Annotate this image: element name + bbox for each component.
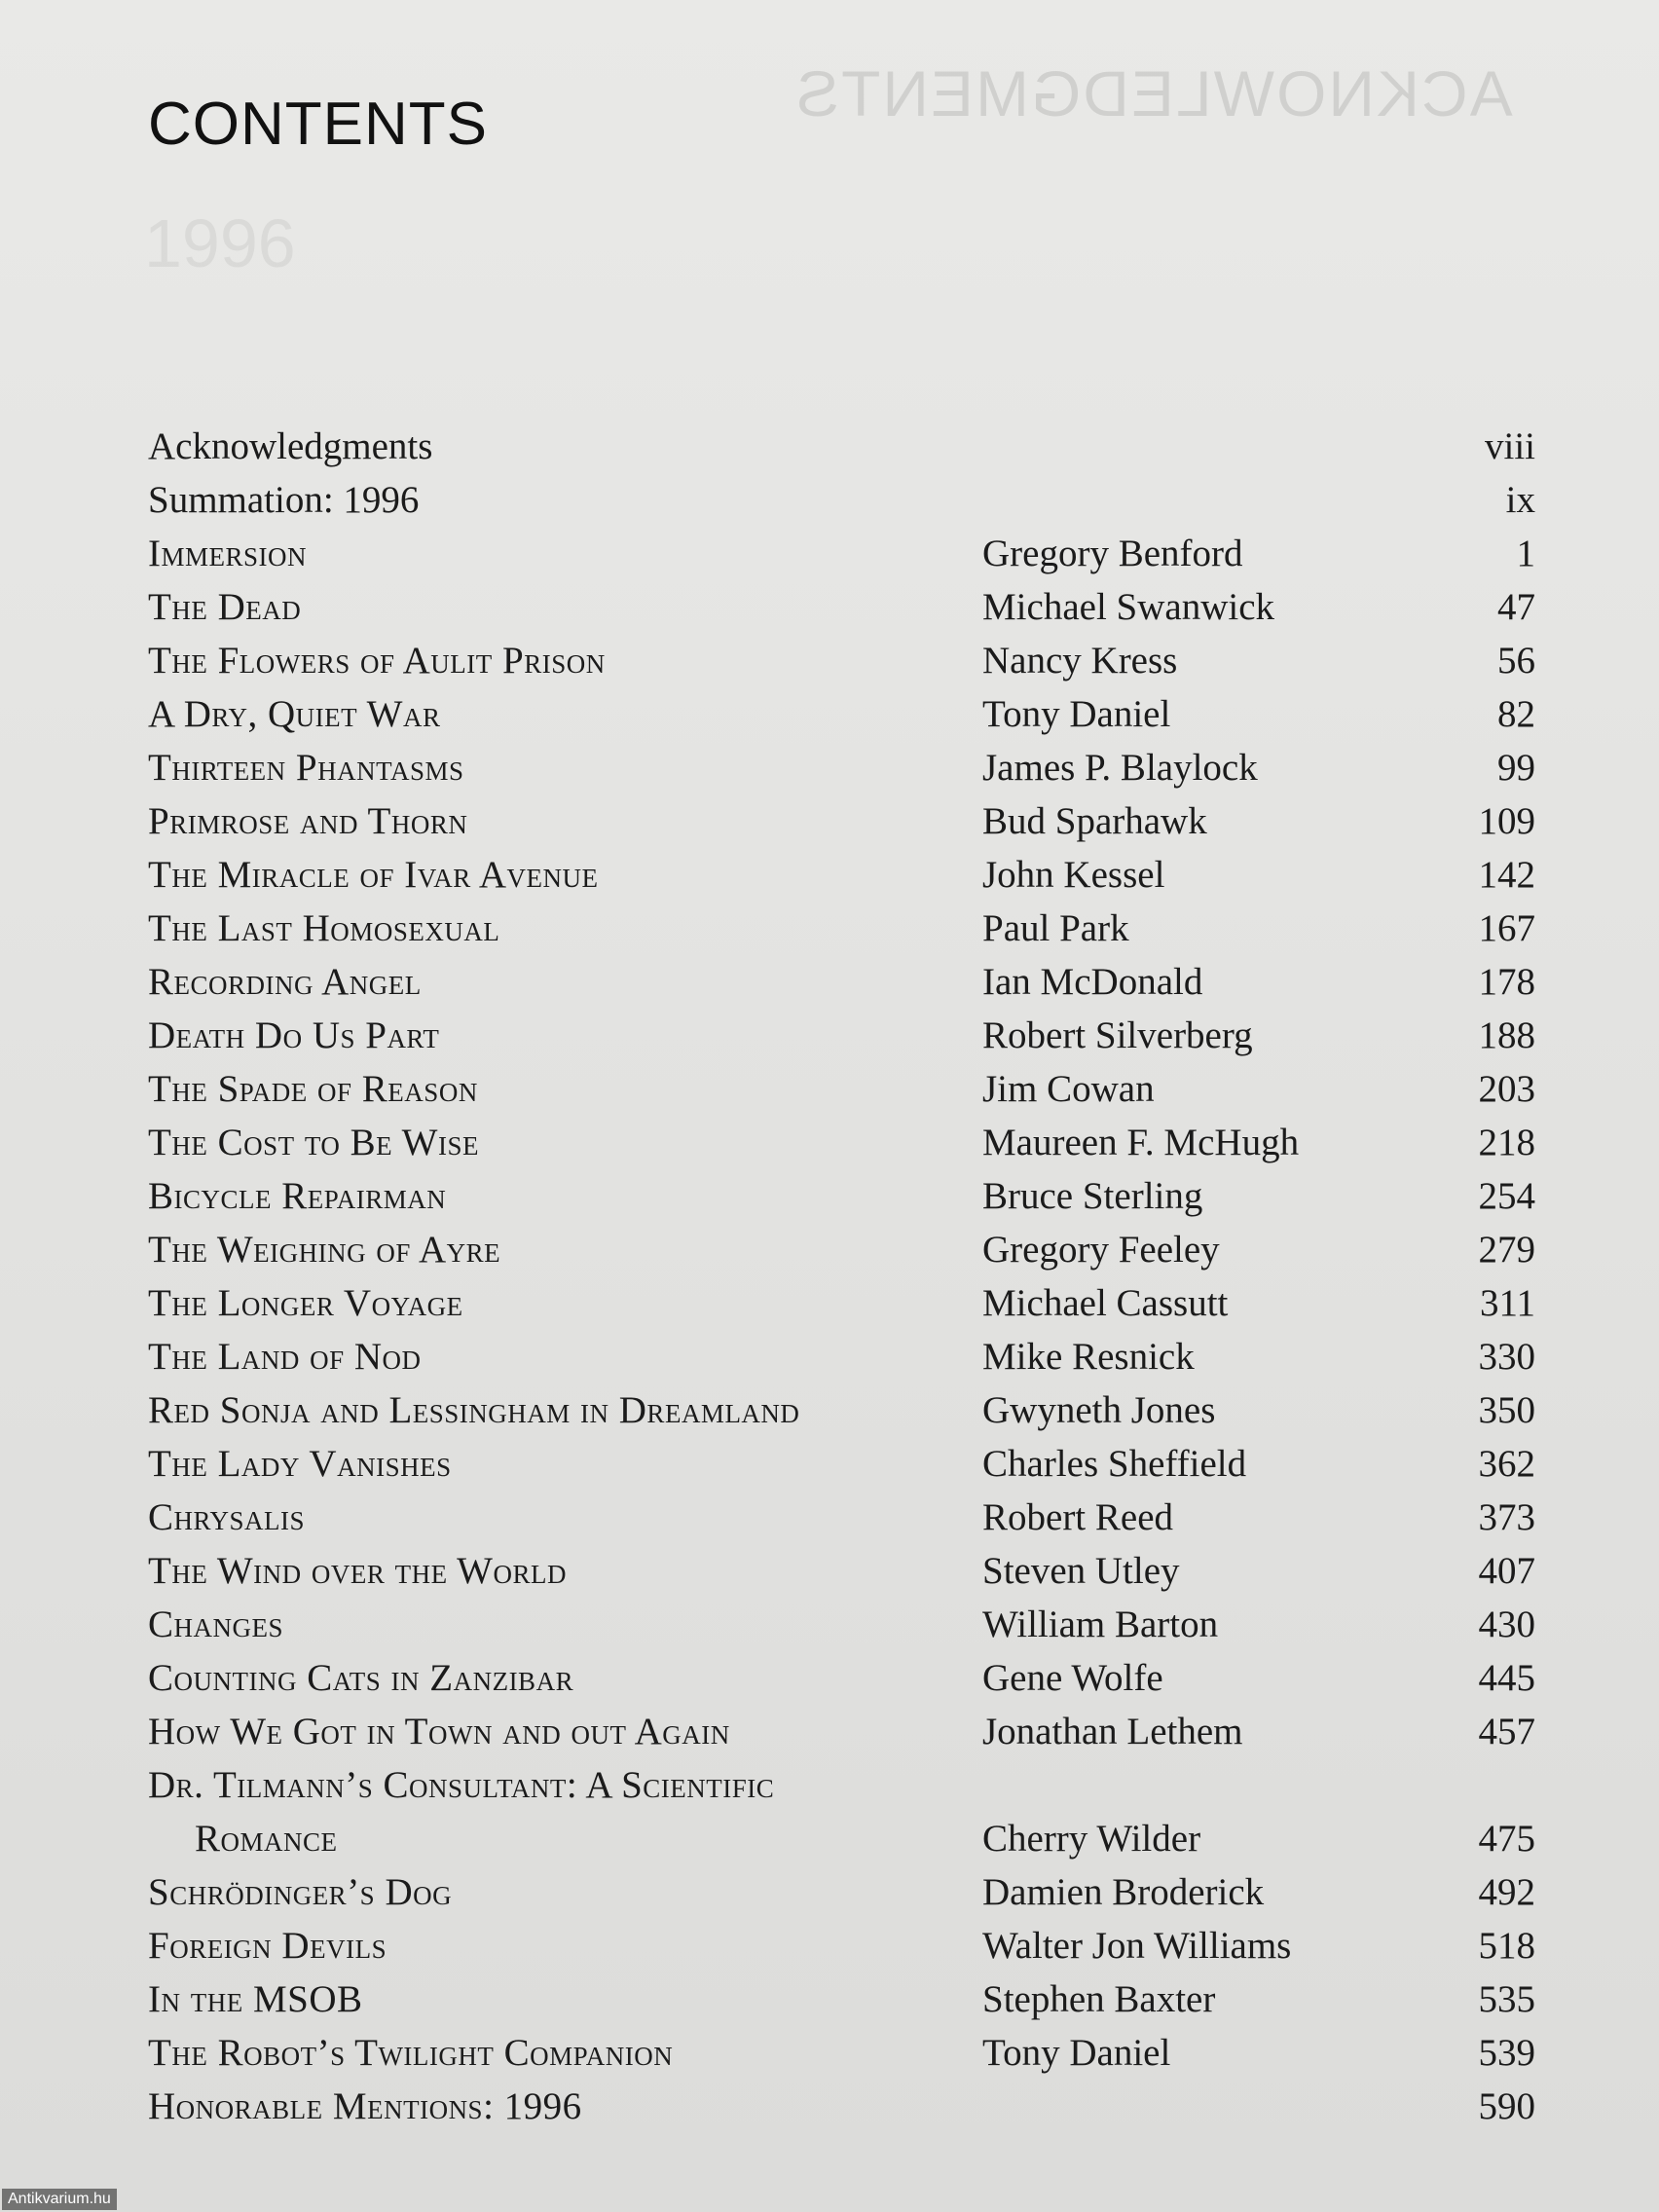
show-through-year: 1996 — [144, 205, 296, 281]
toc-entry — [148, 687, 1535, 741]
toc-entry — [148, 902, 1535, 955]
entry-author: Mike Resnick — [982, 1336, 1195, 1378]
toc-entry — [148, 794, 1535, 848]
toc-entry — [148, 1383, 1535, 1437]
toc-entry — [148, 1223, 1535, 1276]
entry-author: Jim Cowan — [982, 1068, 1155, 1110]
watermark: Antikvarium.hu — [2, 2189, 117, 2210]
toc-entry — [148, 1491, 1535, 1544]
entry-title: Acknowledgments — [148, 425, 433, 467]
entry-author: Gwyneth Jones — [982, 1389, 1216, 1431]
entry-title: Honorable Mentions: 1996 — [148, 2085, 582, 2127]
entry-page-number: 407 — [1478, 1550, 1535, 1592]
entry-title: The Lady Vanishes — [148, 1443, 452, 1485]
entry-page-number: 475 — [1478, 1818, 1535, 1860]
entry-author: Gregory Benford — [982, 533, 1243, 574]
toc-entry — [148, 1276, 1535, 1330]
entry-title: Dr. Tilmann’s Consultant: A Scientific — [148, 1764, 775, 1806]
entry-page-number: viii — [1484, 425, 1535, 467]
entry-author: Stephen Baxter — [982, 1978, 1216, 2020]
entry-page-number: 430 — [1478, 1604, 1535, 1645]
entry-title: Primrose and Thorn — [148, 800, 468, 842]
entry-author: Bruce Sterling — [982, 1175, 1203, 1217]
entry-title: How We Got in Town and out Again — [148, 1711, 730, 1752]
toc-entry — [148, 1705, 1535, 1758]
entry-author: Ian McDonald — [982, 961, 1203, 1003]
entry-page-number: 1 — [1516, 533, 1535, 574]
toc-entry — [148, 1544, 1535, 1598]
entry-author: Charles Sheffield — [982, 1443, 1247, 1485]
toc-entry — [148, 420, 1535, 473]
entry-author: Walter Jon Williams — [982, 1925, 1292, 1967]
toc-entry — [148, 2080, 1535, 2133]
entry-page-number: 142 — [1478, 854, 1535, 896]
entry-title: A Dry, Quiet War — [148, 693, 441, 735]
entry-page-number: 373 — [1478, 1496, 1535, 1538]
toc-entry — [148, 473, 1535, 527]
entry-title: Schrödinger’s Dog — [148, 1871, 453, 1913]
entry-page-number: 203 — [1478, 1068, 1535, 1110]
entry-title: The Spade of Reason — [148, 1068, 478, 1110]
entry-title: Changes — [148, 1604, 284, 1645]
entry-author: Tony Daniel — [982, 693, 1171, 735]
entry-author: Tony Daniel — [982, 2032, 1171, 2074]
entry-author: Nancy Kress — [982, 640, 1178, 682]
entry-author: James P. Blaylock — [982, 747, 1258, 789]
entry-title: Foreign Devils — [148, 1925, 387, 1967]
entry-author: Paul Park — [982, 907, 1129, 949]
entry-title: Red Sonja and Lessingham in Dreamland — [148, 1389, 800, 1431]
entry-author: Jonathan Lethem — [982, 1711, 1243, 1752]
toc-entry — [148, 1758, 1535, 1865]
toc-entry — [148, 848, 1535, 902]
toc-entry — [148, 1598, 1535, 1651]
entry-author: Robert Reed — [982, 1496, 1174, 1538]
entry-author: Gene Wolfe — [982, 1657, 1163, 1699]
toc-entry — [148, 580, 1535, 634]
entry-title: Summation: 1996 — [148, 479, 420, 521]
entry-page-number: 445 — [1478, 1657, 1535, 1699]
toc-entry — [148, 527, 1535, 580]
entry-title: Immersion — [148, 533, 308, 574]
entry-title: The Weighing of Ayre — [148, 1229, 501, 1271]
show-through-heading: ACKNOWLEDGMENTS — [794, 57, 1513, 129]
entry-title: The Wind over the World — [148, 1550, 567, 1592]
entry-page-number: 535 — [1478, 1978, 1535, 2020]
entry-author: Steven Utley — [982, 1550, 1180, 1592]
entry-title: Bicycle Repairman — [148, 1175, 447, 1217]
entry-title: In the MSOB — [148, 1978, 363, 2020]
entry-author: Gregory Feeley — [982, 1229, 1220, 1271]
toc-entry — [148, 1169, 1535, 1223]
page-title: CONTENTS — [148, 91, 488, 158]
entry-page-number: 178 — [1478, 961, 1535, 1003]
toc-entry — [148, 1116, 1535, 1169]
entry-page-number: 82 — [1497, 693, 1535, 735]
entry-page-number: 457 — [1478, 1711, 1535, 1752]
entry-page-number: 56 — [1497, 640, 1535, 682]
table-of-contents — [148, 420, 1535, 2133]
entry-title: Thirteen Phantasms — [148, 747, 464, 789]
entry-author: Maureen F. McHugh — [982, 1122, 1300, 1163]
entry-author: Damien Broderick — [982, 1871, 1265, 1913]
toc-entry — [148, 1437, 1535, 1491]
entry-title: The Cost to Be Wise — [148, 1122, 479, 1163]
entry-page-number: 518 — [1478, 1925, 1535, 1967]
entry-page-number: 539 — [1478, 2032, 1535, 2074]
entry-page-number: 330 — [1478, 1336, 1535, 1378]
toc-entry — [148, 634, 1535, 687]
entry-author: Michael Swanwick — [982, 586, 1275, 628]
entry-page-number: 167 — [1478, 907, 1535, 949]
toc-entry — [148, 1919, 1535, 1972]
entry-author: William Barton — [982, 1604, 1219, 1645]
entry-author: John Kessel — [982, 854, 1165, 896]
entry-page-number: 218 — [1478, 1122, 1535, 1163]
toc-entry — [148, 1651, 1535, 1705]
entry-page-number: 99 — [1497, 747, 1535, 789]
toc-entry — [148, 1865, 1535, 1919]
entry-title: The Robot’s Twilight Companion — [148, 2032, 674, 2074]
entry-title: The Longer Voyage — [148, 1282, 463, 1324]
entry-title: Death Do Us Part — [148, 1014, 440, 1056]
entry-title-continued: Romance — [195, 1818, 338, 1860]
toc-entry — [148, 1009, 1535, 1062]
entry-page-number: 590 — [1478, 2085, 1535, 2127]
entry-author: Michael Cassutt — [982, 1282, 1229, 1324]
entry-page-number: 109 — [1478, 800, 1535, 842]
entry-author: Robert Silverberg — [982, 1014, 1253, 1056]
entry-page-number: 350 — [1478, 1389, 1535, 1431]
entry-title: Recording Angel — [148, 961, 422, 1003]
entry-page-number: 492 — [1478, 1871, 1535, 1913]
toc-entry — [148, 1330, 1535, 1383]
entry-title: Counting Cats in Zanzibar — [148, 1657, 574, 1699]
toc-entry — [148, 1062, 1535, 1116]
entry-page-number: 188 — [1478, 1014, 1535, 1056]
entry-title: Chrysalis — [148, 1496, 306, 1538]
toc-entry — [148, 955, 1535, 1009]
entry-title: The Flowers of Aulit Prison — [148, 640, 606, 682]
entry-title: The Miracle of Ivar Avenue — [148, 854, 599, 896]
entry-title: The Dead — [148, 586, 302, 628]
entry-title: The Last Homosexual — [148, 907, 500, 949]
entry-author: Cherry Wilder — [982, 1818, 1201, 1860]
entry-page-number: ix — [1505, 479, 1535, 521]
entry-author: Bud Sparhawk — [982, 800, 1207, 842]
toc-entry — [148, 2026, 1535, 2080]
entry-page-number: 47 — [1497, 586, 1535, 628]
entry-title: The Land of Nod — [148, 1336, 422, 1378]
entry-page-number: 362 — [1478, 1443, 1535, 1485]
entry-page-number: 279 — [1478, 1229, 1535, 1271]
entry-page-number: 311 — [1479, 1282, 1535, 1324]
toc-entry — [148, 1972, 1535, 2026]
toc-entry — [148, 741, 1535, 794]
entry-page-number: 254 — [1478, 1175, 1535, 1217]
